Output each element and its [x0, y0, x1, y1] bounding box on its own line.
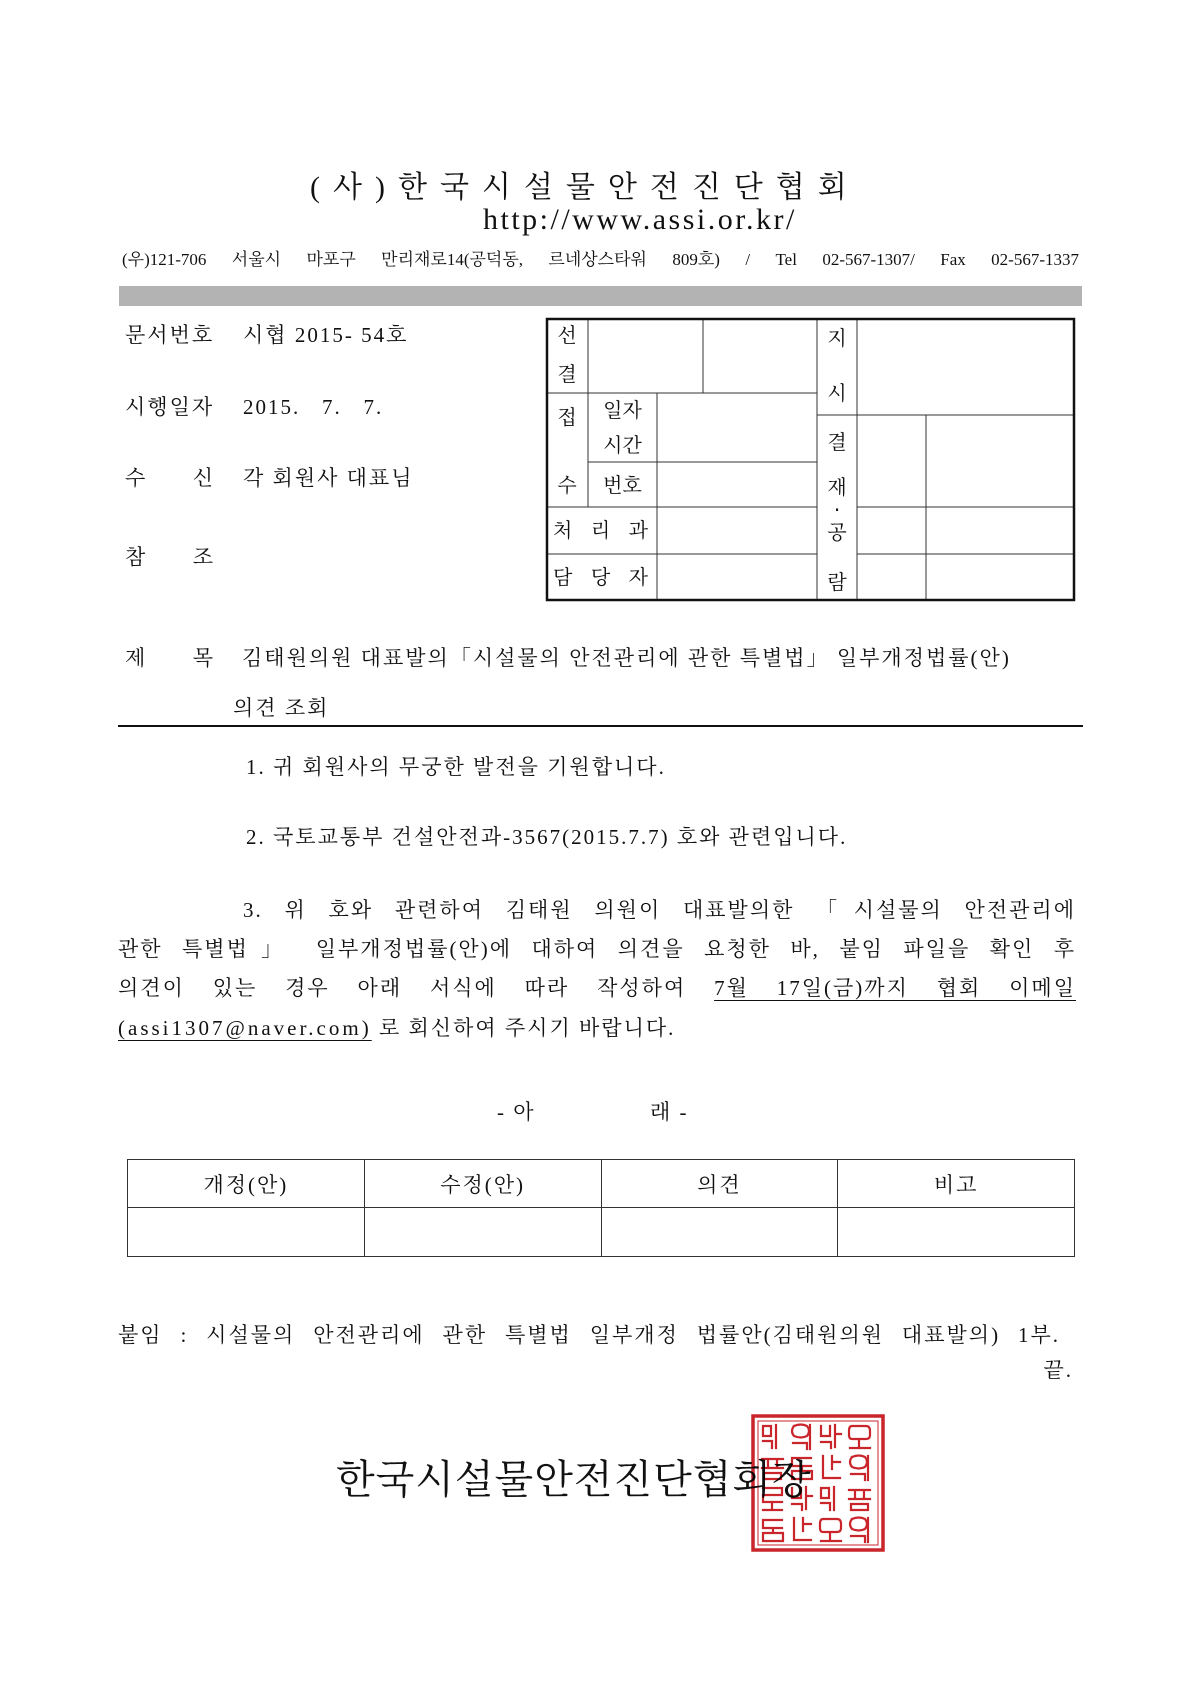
seal-glyph — [821, 1425, 841, 1448]
approval-label-1: 결 — [827, 430, 847, 454]
deadline-text: 7월 17일(금)까지 협회 이메일 — [714, 976, 1076, 1000]
receipt-datetime-cell — [657, 393, 817, 462]
approval-cell — [857, 507, 926, 554]
remarks-cell — [838, 1208, 1075, 1257]
approval-label-4: 람 — [827, 570, 847, 594]
column-header-amendment: 개정(안) — [128, 1160, 365, 1208]
seal-glyph — [763, 1520, 783, 1541]
recipient-value: 각 회원사 대표님 — [243, 466, 414, 490]
table-row — [128, 1208, 1075, 1257]
seal-glyph — [850, 1518, 868, 1543]
receipt-date-label: 일자 — [603, 398, 642, 422]
paragraph-3-line-4 — [118, 1013, 675, 1043]
doc-number-value: 시협 2015- 54호 — [243, 323, 409, 347]
org-title: (사)한국시설물안전진단협회 — [310, 171, 860, 204]
opinion-cell — [601, 1208, 838, 1257]
subject-divider — [118, 725, 1083, 727]
issue-date-label: 시행일자 — [125, 395, 215, 419]
seal-glyph — [820, 1519, 841, 1541]
paragraph-3-line-4-text: 로 회신하여 주시기 바랍니다. — [371, 1016, 676, 1040]
org-address: (우)121-706 서울시 마포구 만리재로14(공덕동, 르네상스타워 809호) / Tel 02-567-1307/ Fax 02-567-1337 — [122, 250, 1079, 269]
receipt-label-1: 접 — [557, 405, 577, 429]
notice-heading-left: - 아 — [497, 1100, 536, 1124]
seal-glyph — [792, 1487, 812, 1510]
notice-heading-right: 래 - — [650, 1100, 689, 1124]
approval-cell — [857, 554, 926, 600]
amendment-cell — [128, 1208, 365, 1257]
dept-label: 처 리 과 — [553, 518, 648, 542]
revision-cell — [364, 1208, 601, 1257]
seal-glyph — [849, 1426, 870, 1448]
column-header-revision: 수정(안) — [364, 1160, 601, 1208]
sender-signature: 한국시설물안전진단협회장 — [336, 1457, 812, 1502]
seal-glyph — [762, 1459, 783, 1479]
seal-glyph — [823, 1456, 840, 1478]
manager-cell — [657, 554, 817, 600]
seal-glyph — [849, 1490, 870, 1510]
approval-cell — [926, 415, 1074, 507]
prior-decision-cell-1 — [588, 319, 703, 393]
attachment-note: 붙임 : 시설물의 안전관리에 관한 특별법 일부개정 법률안(김태원의원 대표발의) 1부. — [118, 1323, 1060, 1347]
letterhead-divider — [119, 286, 1082, 306]
instruction-cell — [857, 319, 1074, 415]
seal-glyph — [763, 1488, 782, 1510]
paragraph-3-line-1: 3. 위 호와 관련하여 김태원 의원이 대표발의한 「시설물의 안전관리에 — [243, 898, 1076, 922]
seal-glyph — [850, 1456, 868, 1481]
paragraph-2: 2. 국토교통부 건설안전과-3567(2015.7.7) 호와 관련입니다. — [246, 825, 848, 849]
receipt-number-label: 번호 — [603, 473, 642, 497]
seal-glyph — [792, 1458, 812, 1479]
approval-cell — [926, 507, 1074, 554]
approval-label-2: 재 — [827, 475, 847, 499]
prior-decision-label-2: 결 — [557, 362, 577, 386]
paragraph-3-line-3-text: 의견이 있는 경우 아래 서식에 따라 작성하여 — [118, 976, 715, 1000]
instruction-label-1: 지 — [827, 326, 847, 350]
paragraph-3-line-2: 관한 특별법」 일부개정법률(안)에 대하여 의견을 요청한 바, 붙임 파일을 확인 후 — [118, 937, 1076, 961]
approval-cell — [926, 554, 1074, 600]
opinion-form-table — [127, 1159, 1075, 1257]
receipt-number-cell — [657, 462, 817, 507]
reference-label: 참 조 — [125, 545, 215, 569]
reply-email-link[interactable]: (assi1307@naver.com) — [118, 1016, 372, 1040]
issue-date-value: 2015. 7. 7. — [243, 395, 384, 419]
seal-glyph — [792, 1425, 810, 1450]
column-header-opinion: 의견 — [601, 1160, 838, 1208]
prior-decision-label-1: 선 — [557, 323, 577, 347]
end-mark: 끝. — [1043, 1358, 1073, 1382]
seal-glyph — [794, 1518, 811, 1540]
prior-decision-cell-2 — [703, 319, 817, 393]
receipt-label-2: 수 — [557, 473, 577, 497]
table-header-row — [128, 1160, 1075, 1208]
instruction-label-2: 시 — [827, 381, 847, 405]
doc-number-label: 문서번호 — [125, 323, 215, 347]
subject-line-1: 김태원의원 대표발의「시설물의 안전관리에 관한 특별법」 일부개정법률(안) — [242, 646, 1011, 670]
receipt-time-label: 시간 — [603, 433, 642, 457]
seal-glyph — [763, 1425, 776, 1448]
approval-label-dot: · — [833, 498, 841, 522]
column-header-remarks: 비고 — [838, 1160, 1075, 1208]
dept-cell — [657, 507, 817, 554]
official-seal — [750, 1413, 886, 1553]
paragraph-3-line-3 — [118, 973, 1076, 1003]
subject-label: 제 목 — [125, 646, 215, 670]
approval-label-3: 공 — [827, 520, 847, 544]
seal-glyph — [821, 1487, 834, 1510]
manager-label: 담 당 자 — [553, 565, 648, 589]
org-website-link[interactable]: http://www.assi.or.kr/ — [483, 203, 797, 236]
subject-line-2: 의견 조회 — [233, 696, 330, 720]
paragraph-1: 1. 귀 회원사의 무궁한 발전을 기원합니다. — [246, 755, 666, 779]
approval-box — [540, 312, 1080, 606]
approval-cell — [857, 415, 926, 507]
recipient-label: 수 신 — [125, 466, 215, 490]
